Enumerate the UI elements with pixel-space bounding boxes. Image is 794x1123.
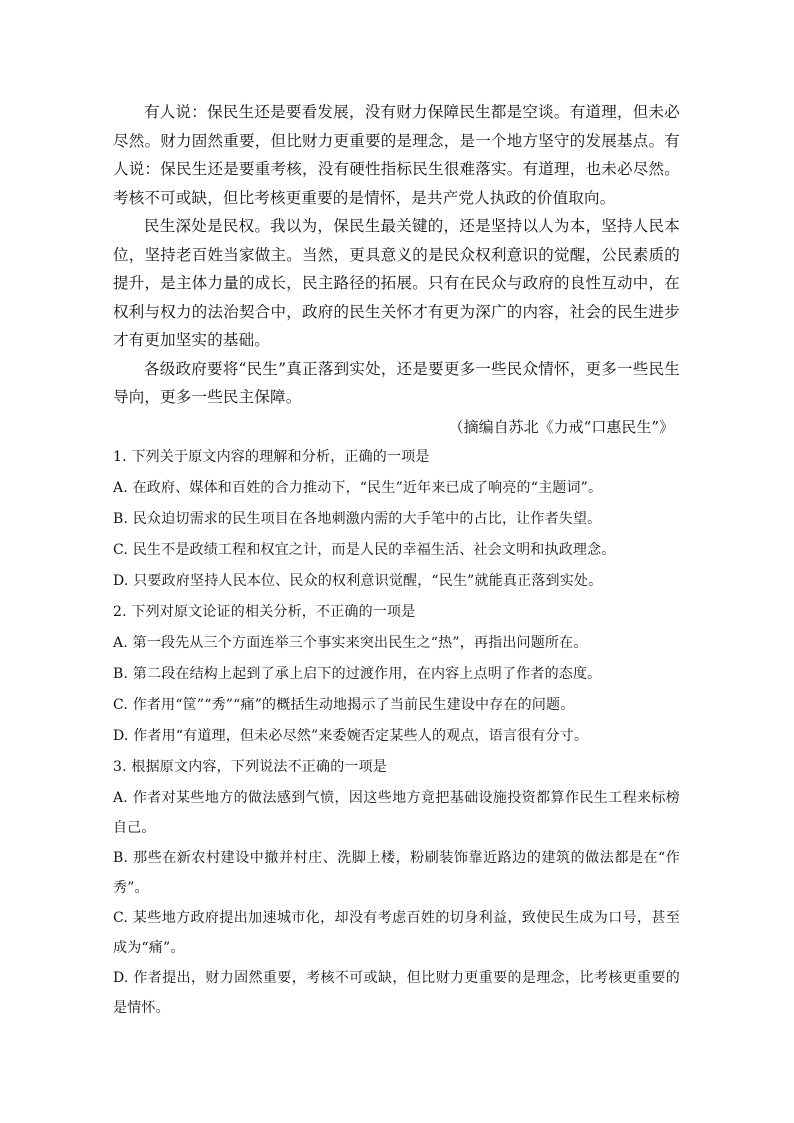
question-3-option-a: A. 作者对某些地方的做法感到气愤，因这些地方竟把基础设施投资都算作民生工程来标榜自己。	[113, 789, 680, 836]
passage-paragraph-2: 民生深处是民权。我以为，保民生最关键的，还是坚持以人为本，坚持人民本位，坚持老百姓当家做主。当然，更具意义的是民众权利意识的觉醒，公民素质的提升，是主体力量的成长，民主路径的拓展。只有在民众与政府的良性互动中，在权利与权力的法治契合中，政府的民生关怀才有更为深广的内容，社会的民生进步才有更加坚实的基础。	[113, 217, 680, 349]
question-3-option-d: D. 作者提出，财力固然重要，考核不可或缺，但比财力更重要的是理念，比考核更重要的是情怀。	[113, 969, 680, 1016]
question-1-option-a: A. 在政府、媒体和百姓的合力推动下，“民生”近年来已成了响亮的“主题词”。	[113, 479, 603, 496]
question-3	[113, 752, 680, 1023]
passage-paragraph-1: 有人说：保民生还是要看发展，没有财力保障民生都是空谈。有道理，但未必尽然。财力固然重要，但比财力更重要的是理念，是一个地方坚守的发展基点。有人说：保民生还是要重考核，没有硬性指标民生很难落实。有道理，也未必尽然。考核不可或缺，但比考核更重要的是情怀，是共产党人执政的价值取向。	[113, 103, 680, 207]
question-1	[113, 442, 680, 597]
question-1-option-c: C. 民生不是政绩工程和权宜之计，而是人民的幸福生活、社会文明和执政理念。	[113, 541, 616, 558]
question-1-option-d: D. 只要政府坚持人民本位、民众的权利意识觉醒，“民生”就能真正落到实处。	[113, 572, 603, 589]
question-3-option-b: B. 那些在新农村建设中撤并村庄、洗脚上楼，粉刷装饰靠近路边的建筑的做法都是在“作秀”。	[113, 849, 680, 896]
question-2-option-d: D. 作者用“有道理，但未必尽然”来委婉否定某些人的观点，语言很有分寸。	[113, 727, 589, 744]
question-2-option-c: C. 作者用“筐”“秀”“痛”的概括生动地揭示了当前民生建设中存在的问题。	[113, 696, 575, 713]
question-1-stem: 1. 下列关于原文内容的理解和分析，正确的一项是	[113, 448, 430, 465]
question-3-option-c: C. 某些地方政府提出加速城市化，却没有考虑百姓的切身利益，致使民生成为口号，甚至成为“痛”。	[113, 909, 680, 956]
question-2-stem: 2. 下列对原文论证的相关分析，不正确的一项是	[113, 603, 416, 620]
question-2-option-a: A. 第一段先从三个方面连举三个事实来突出民生之“热”，再指出问题所在。	[113, 634, 588, 651]
question-3-stem: 3. 根据原文内容，下列说法不正确的一项是	[113, 758, 388, 775]
passage-paragraph-3: 各级政府要将“民生”真正落到实处，还是要更多一些民众情怀，更多一些民生导向，更多一些民主保障。	[113, 359, 680, 406]
question-1-option-b: B. 民众迫切需求的民生项目在各地刺激内需的大手笔中的占比，让作者失望。	[113, 510, 602, 527]
question-2-option-b: B. 第二段在结构上起到了承上启下的过渡作用，在内容上点明了作者的态度。	[113, 665, 602, 682]
document-content	[113, 98, 680, 1023]
question-2	[113, 597, 680, 752]
passage-source: （摘编自苏北《力戒“口惠民生”》	[448, 417, 674, 436]
